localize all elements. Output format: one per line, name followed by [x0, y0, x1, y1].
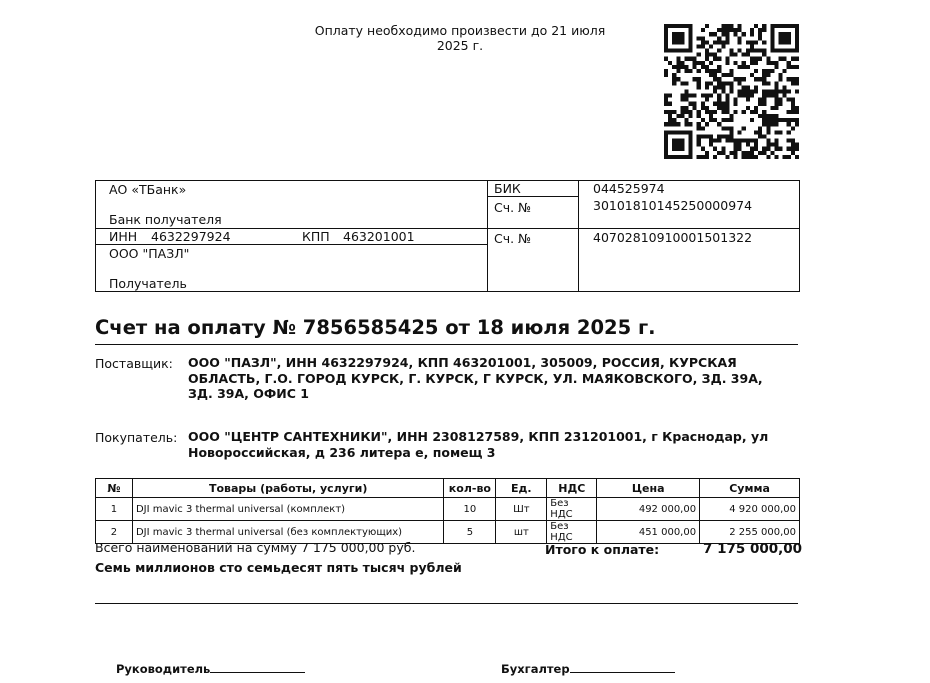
row-unit: шт — [496, 521, 547, 544]
accountant-signature-line — [570, 662, 675, 673]
row-num: 1 — [96, 498, 133, 521]
director-signature-line — [210, 662, 305, 673]
header-vat: НДС — [547, 479, 597, 498]
total-in-words: Семь миллионов сто семьдесят пять тысяч рублей — [95, 560, 462, 575]
qr-code-modules — [664, 24, 799, 159]
notice-line-2: 2025 г. — [436, 38, 484, 53]
header-price: Цена — [597, 479, 700, 498]
bank-details-table — [95, 180, 800, 292]
bank-label: Банк получателя — [109, 212, 222, 227]
payment-deadline-notice — [300, 23, 620, 53]
account-value: 40702810910001501322 — [593, 230, 753, 245]
recipient-name: ООО "ПАЗЛ" — [109, 246, 190, 261]
bottom-divider — [95, 603, 798, 604]
inn-value: 4632297924 — [151, 229, 231, 244]
corr-account-label: Сч. № — [494, 200, 532, 215]
account-label: Сч. № — [494, 231, 532, 246]
table-row — [96, 498, 800, 521]
invoice-title: Счет на оплату № 7856585425 от 18 июля 2025 г. — [95, 316, 656, 339]
corr-account-value: 30101810145250000974 — [593, 198, 753, 213]
title-divider — [95, 344, 798, 345]
header-qty: кол-во — [444, 479, 496, 498]
header-sum: Сумма — [700, 479, 800, 498]
row-qty: 10 — [444, 498, 496, 521]
bank-name: АО «ТБанк» — [109, 182, 187, 197]
header-name: Товары (работы, услуги) — [132, 479, 443, 498]
row-name: DJI mavic 3 thermal universal (без комплектующих) — [132, 521, 443, 544]
inn-label: ИНН — [109, 229, 138, 244]
supplier-label: Поставщик: — [95, 356, 173, 371]
row-qty: 5 — [444, 521, 496, 544]
total-label: Итого к оплате: — [545, 542, 660, 557]
qr-code — [664, 24, 799, 159]
director-signature — [116, 662, 305, 676]
accountant-label: Бухгалтер — [501, 662, 570, 676]
row-sum: 2 255 000,00 — [700, 521, 800, 544]
items-count-summary: Всего наименований на сумму 7 175 000,00 руб. — [95, 540, 416, 555]
row-vat: Без НДС — [547, 521, 597, 544]
row-num: 2 — [96, 521, 133, 544]
supplier-details: ООО "ПАЗЛ", ИНН 4632297924, КПП 463201001, 305009, РОССИЯ, КУРСКАЯ ОБЛАСТЬ, Г.О. ГОРОД КУРСК, Г. КУРСК, Г КУРСК, УЛ. МАЯКОВСКОГО, ЗД. 39А, ЗД. 39А, ОФИС 1 — [188, 355, 763, 401]
header-unit: Ед. — [496, 479, 547, 498]
recipient-label: Получатель — [109, 276, 187, 291]
director-label: Руководитель — [116, 662, 211, 676]
accountant-signature — [501, 662, 675, 676]
total-value: 7 175 000,00 — [703, 541, 803, 557]
row-name: DJI mavic 3 thermal universal (комплект) — [132, 498, 443, 521]
items-table — [95, 478, 800, 544]
buyer-details: ООО "ЦЕНТР САНТЕХНИКИ", ИНН 2308127589, КПП 231201001, г Краснодар, ул Новороссийская, д 236 литера е, помещ 3 — [188, 429, 769, 460]
row-vat: Без НДС — [547, 498, 597, 521]
row-sum: 4 920 000,00 — [700, 498, 800, 521]
kpp-value: 463201001 — [343, 229, 415, 244]
buyer-label: Покупатель: — [95, 430, 178, 445]
bik-value: 044525974 — [593, 181, 665, 196]
kpp-label: КПП — [302, 229, 330, 244]
table-header-row — [96, 479, 800, 498]
row-price: 492 000,00 — [597, 498, 700, 521]
header-num: № — [96, 479, 133, 498]
bik-label: БИК — [494, 181, 521, 196]
row-unit: Шт — [496, 498, 547, 521]
row-price: 451 000,00 — [597, 521, 700, 544]
notice-line-1: Оплату необходимо произвести до 21 июля — [314, 23, 606, 38]
